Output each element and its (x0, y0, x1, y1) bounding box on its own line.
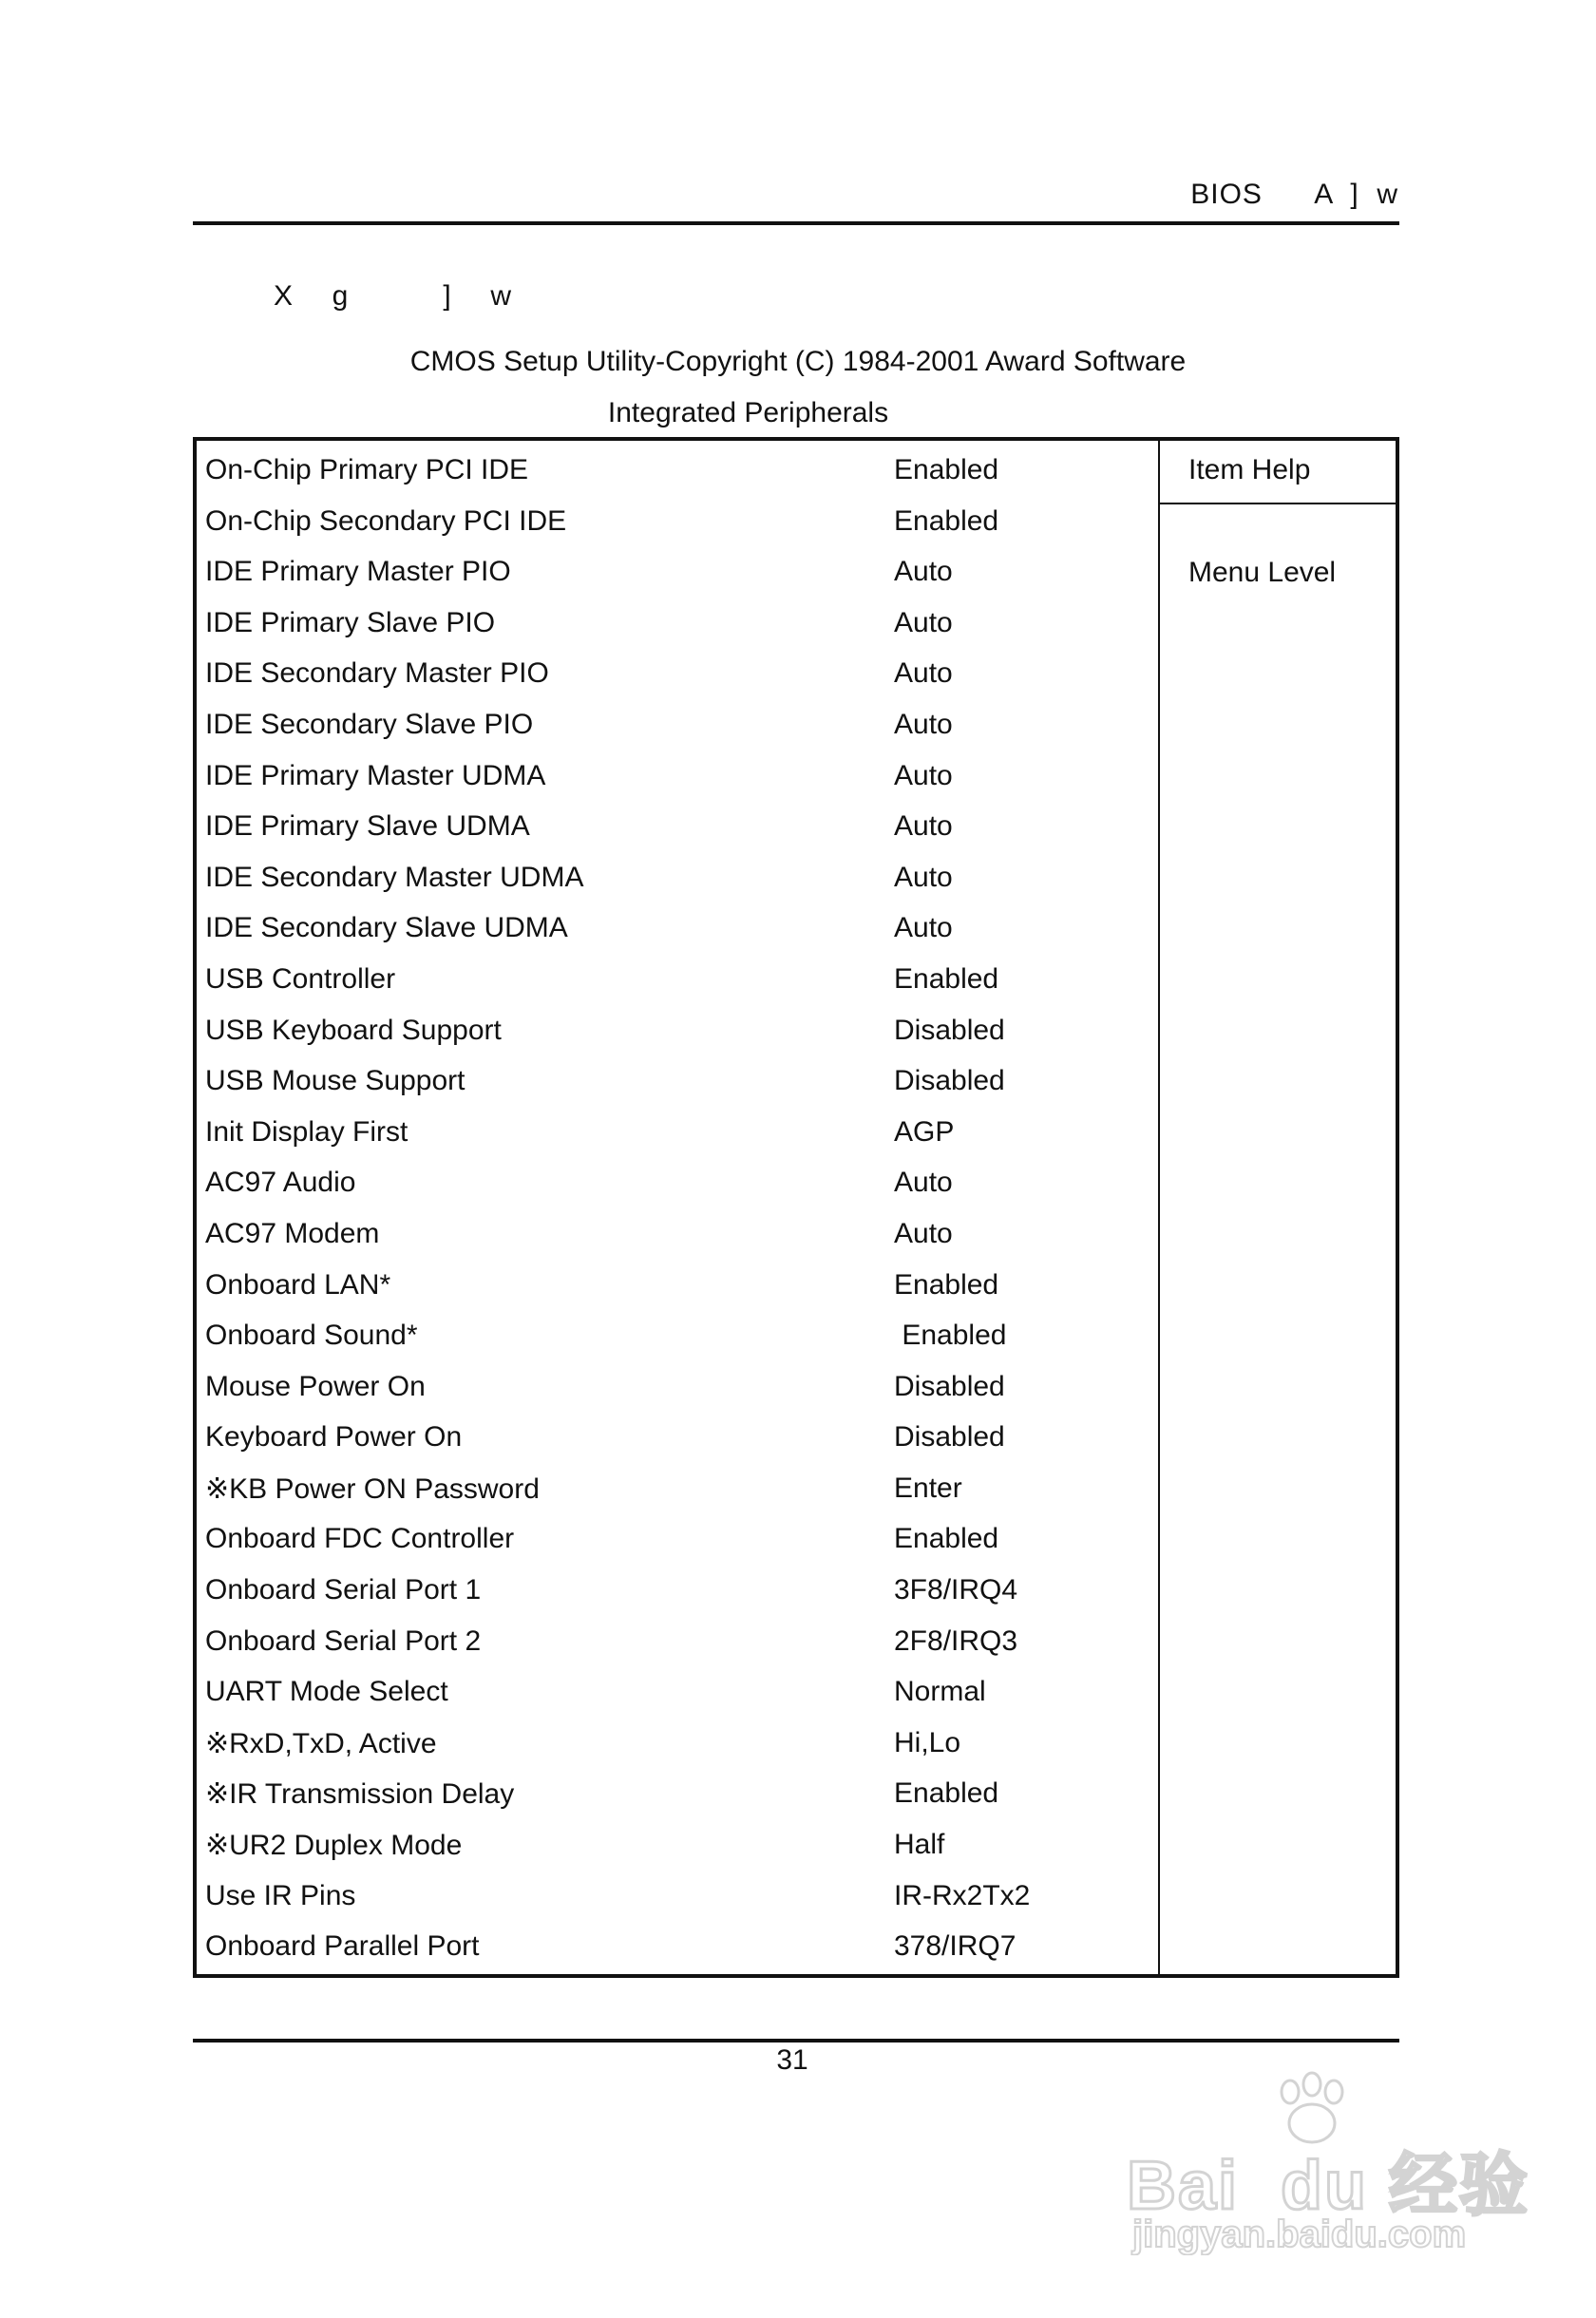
header-rule (193, 221, 1399, 225)
setting-row[interactable] (197, 1925, 1154, 1976)
setting-value[interactable]: 378/IRQ7 (894, 1930, 1016, 1963)
setting-value[interactable]: IR-Rx2Tx2 (894, 1879, 1031, 1911)
setting-name: IDE Secondary Master PIO (205, 657, 549, 690)
setting-name: ※RxD,TxD, Active (205, 1727, 437, 1759)
setting-name: AC97 Audio (205, 1167, 356, 1199)
setting-row[interactable] (197, 448, 1154, 500)
setting-value[interactable]: Disabled (894, 1065, 1005, 1097)
setting-row[interactable] (197, 856, 1154, 907)
setting-row[interactable] (197, 1416, 1154, 1467)
setting-name: Use IR Pins (205, 1879, 356, 1911)
page-number: 31 (776, 2044, 808, 2076)
setting-value[interactable]: Normal (894, 1676, 986, 1708)
setting-value[interactable]: Auto (894, 759, 953, 791)
setting-value[interactable]: Enter (894, 1472, 962, 1504)
setting-name: Onboard FDC Controller (205, 1523, 515, 1555)
setting-row[interactable] (197, 601, 1154, 653)
setting-value[interactable]: Disabled (894, 1014, 1005, 1046)
setting-name: ※KB Power ON Password (205, 1472, 540, 1505)
setting-row[interactable] (197, 1721, 1154, 1773)
setting-row[interactable] (197, 1111, 1154, 1162)
setting-name: Onboard Parallel Port (205, 1930, 480, 1963)
setting-name: AC97 Modem (205, 1217, 380, 1249)
setting-name: IDE Primary Master UDMA (205, 759, 546, 791)
setting-name: IDE Secondary Master UDMA (205, 861, 584, 893)
setting-value[interactable]: Auto (894, 657, 953, 690)
setting-value[interactable]: 3F8/IRQ4 (894, 1574, 1018, 1606)
item-help-rule (1160, 503, 1396, 504)
setting-row[interactable] (197, 1212, 1154, 1264)
setting-name: Onboard Serial Port 2 (205, 1624, 482, 1657)
setting-value[interactable]: Auto (894, 912, 953, 944)
setting-name: On-Chip Primary PCI IDE (205, 454, 529, 485)
setting-row[interactable] (197, 703, 1154, 754)
setting-row[interactable] (197, 1059, 1154, 1111)
bios-menu-title: Integrated Peripherals (607, 397, 889, 428)
setting-value[interactable]: Disabled (894, 1370, 1005, 1402)
setting-row[interactable] (197, 1874, 1154, 1926)
setting-row[interactable] (197, 906, 1154, 958)
setting-value[interactable]: Enabled (894, 1320, 1007, 1352)
setting-row[interactable] (197, 500, 1154, 551)
setting-value[interactable]: Enabled (894, 504, 999, 537)
bios-copyright (0, 346, 1596, 378)
setting-name: Onboard Serial Port 1 (205, 1574, 482, 1606)
setting-value[interactable]: Half (894, 1829, 945, 1861)
setting-row[interactable] (197, 958, 1154, 1009)
setting-value[interactable]: Auto (894, 810, 953, 843)
watermark-url: jingyan.baidu.com (1132, 2214, 1467, 2255)
setting-name: ※IR Transmission Delay (205, 1778, 515, 1811)
setting-value[interactable]: Enabled (894, 962, 999, 995)
setting-row[interactable] (197, 1568, 1154, 1620)
setting-value[interactable]: Auto (894, 861, 953, 893)
setting-value[interactable]: Auto (894, 1167, 953, 1199)
setting-row[interactable] (197, 1161, 1154, 1212)
setting-name: IDE Secondary Slave UDMA (205, 912, 568, 944)
setting-value[interactable]: Auto (894, 708, 953, 740)
section-title: X g ] w (274, 280, 512, 312)
setting-value[interactable]: Disabled (894, 1421, 1005, 1454)
header-title: BIOS A ] w (1190, 179, 1398, 210)
item-help-text: Menu Level (1188, 557, 1337, 588)
setting-row[interactable] (197, 1365, 1154, 1416)
settings-table (193, 437, 1399, 1978)
bios-copyright-text: CMOS Setup Utility-Copyright (C) 1984-2001 Award Software (409, 346, 1187, 377)
setting-row[interactable] (197, 1823, 1154, 1874)
setting-row[interactable] (197, 805, 1154, 856)
setting-row[interactable] (197, 550, 1154, 601)
setting-name: Onboard Sound* (205, 1320, 418, 1352)
setting-value[interactable]: Auto (894, 556, 953, 588)
setting-value[interactable]: Enabled (894, 1777, 999, 1810)
setting-name: Keyboard Power On (205, 1421, 463, 1454)
setting-value[interactable]: Enabled (894, 1268, 999, 1301)
setting-name: USB Keyboard Support (205, 1014, 502, 1046)
setting-name: IDE Primary Master PIO (205, 556, 511, 588)
setting-value[interactable]: Hi,Lo (894, 1726, 961, 1758)
setting-name: On-Chip Secondary PCI IDE (205, 504, 567, 537)
setting-row[interactable] (197, 1264, 1154, 1315)
item-help-panel (1160, 441, 1396, 1974)
setting-row[interactable] (197, 1772, 1154, 1823)
setting-name: IDE Primary Slave PIO (205, 606, 496, 638)
setting-value[interactable]: Enabled (894, 1523, 999, 1555)
watermark-brand: Bai du 经验 (1127, 2148, 1530, 2224)
setting-row[interactable] (197, 1620, 1154, 1671)
setting-value[interactable]: 2F8/IRQ3 (894, 1624, 1018, 1657)
baidu-watermark (1127, 2071, 1530, 2261)
setting-row[interactable] (197, 1517, 1154, 1568)
setting-row[interactable] (197, 754, 1154, 806)
setting-name: IDE Primary Slave UDMA (205, 810, 530, 843)
setting-row[interactable] (197, 1670, 1154, 1721)
setting-name: Onboard LAN* (205, 1268, 391, 1301)
setting-value[interactable]: Auto (894, 606, 953, 638)
setting-name: Mouse Power On (205, 1370, 426, 1402)
setting-name: IDE Secondary Slave PIO (205, 708, 534, 740)
setting-row[interactable] (197, 652, 1154, 703)
setting-name: USB Mouse Support (205, 1065, 466, 1097)
setting-name: UART Mode Select (205, 1676, 448, 1708)
footer-rule (193, 2039, 1399, 2042)
setting-row[interactable] (197, 1009, 1154, 1060)
setting-value[interactable]: Enabled (894, 454, 999, 485)
setting-row[interactable] (197, 1467, 1154, 1518)
settings-list (197, 448, 1154, 1976)
setting-value[interactable]: AGP (894, 1115, 955, 1148)
setting-name: USB Controller (205, 962, 396, 995)
setting-name: ※UR2 Duplex Mode (205, 1830, 463, 1862)
setting-name: Init Display First (205, 1115, 408, 1148)
setting-value[interactable]: Auto (894, 1217, 953, 1249)
setting-row[interactable] (197, 1314, 1154, 1365)
item-help-title: Item Help (1188, 454, 1311, 485)
